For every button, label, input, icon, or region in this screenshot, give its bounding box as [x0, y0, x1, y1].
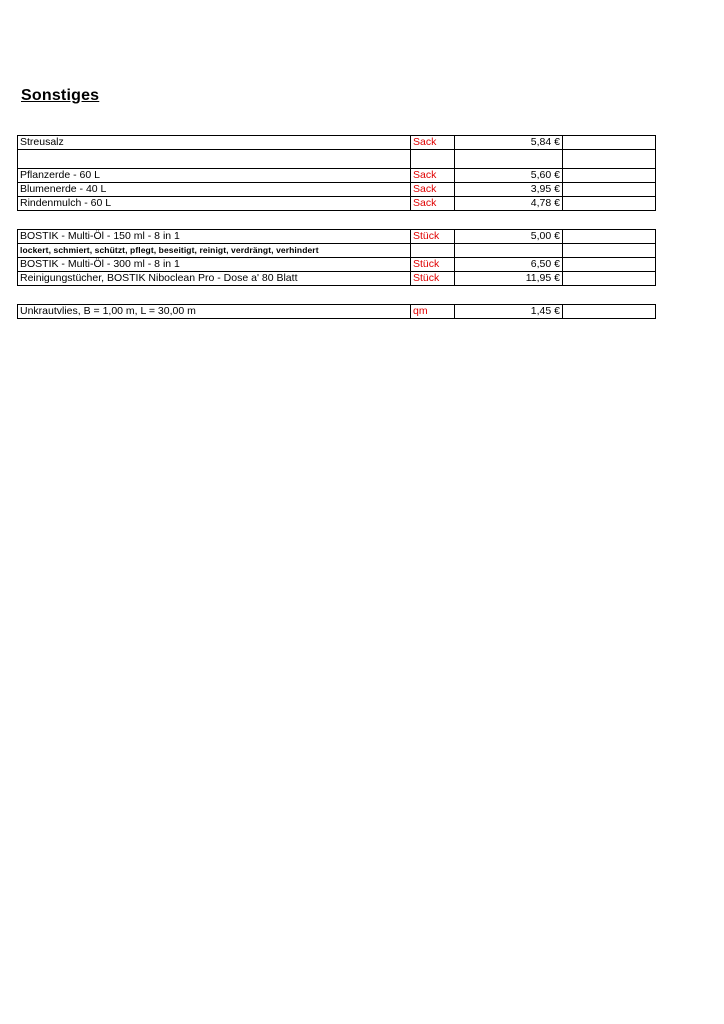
item-unit: Stück	[411, 230, 455, 244]
item-price: 5,60 €	[455, 169, 563, 183]
item-name: BOSTIK - Multi-Öl - 300 ml - 8 in 1	[18, 258, 411, 272]
item-name: Pflanzerde - 60 L	[18, 169, 411, 183]
price-table-group-3	[17, 304, 656, 319]
item-price: 11,95 €	[455, 272, 563, 286]
table-row	[18, 197, 656, 211]
item-extra	[563, 305, 656, 319]
item-name: Blumenerde - 40 L	[18, 183, 411, 197]
item-price: 4,78 €	[455, 197, 563, 211]
item-extra	[563, 244, 656, 258]
table-row	[18, 305, 656, 319]
item-price: 1,45 €	[455, 305, 563, 319]
table-row-description	[18, 244, 656, 258]
item-extra	[563, 169, 656, 183]
item-price: 5,84 €	[455, 136, 563, 150]
item-extra	[563, 150, 656, 169]
item-unit: Sack	[411, 197, 455, 211]
item-unit: Sack	[411, 169, 455, 183]
table-row	[18, 258, 656, 272]
item-name: Reinigungstücher, BOSTIK Niboclean Pro - Dose a' 80 Blatt	[18, 272, 411, 286]
item-name: Unkrautvlies, B = 1,00 m, L = 30,00 m	[18, 305, 411, 319]
item-extra	[563, 183, 656, 197]
item-extra	[563, 272, 656, 286]
item-price	[455, 244, 563, 258]
item-description: lockert, schmiert, schützt, pflegt, beseitigt, reinigt, verdrängt, verhindert	[18, 244, 411, 258]
item-price: 5,00 €	[455, 230, 563, 244]
table-row	[18, 230, 656, 244]
table-row-empty	[18, 150, 656, 169]
item-unit	[411, 244, 455, 258]
item-name: BOSTIK - Multi-Öl - 150 ml - 8 in 1	[18, 230, 411, 244]
item-price: 3,95 €	[455, 183, 563, 197]
item-unit: Sack	[411, 183, 455, 197]
item-extra	[563, 258, 656, 272]
item-extra	[563, 197, 656, 211]
item-unit: Sack	[411, 136, 455, 150]
price-table-group-1	[17, 135, 656, 211]
item-name: Rindenmulch - 60 L	[18, 197, 411, 211]
item-extra	[563, 230, 656, 244]
item-extra	[563, 136, 656, 150]
item-unit: Stück	[411, 258, 455, 272]
item-unit	[411, 150, 455, 169]
item-name	[18, 150, 411, 169]
item-price: 6,50 €	[455, 258, 563, 272]
table-row	[18, 136, 656, 150]
item-unit: qm	[411, 305, 455, 319]
item-name: Streusalz	[18, 136, 411, 150]
table-row	[18, 272, 656, 286]
table-row	[18, 169, 656, 183]
price-table-group-2	[17, 229, 656, 286]
page-title: Sonstiges	[21, 87, 100, 104]
item-unit: Stück	[411, 272, 455, 286]
table-row	[18, 183, 656, 197]
item-price	[455, 150, 563, 169]
